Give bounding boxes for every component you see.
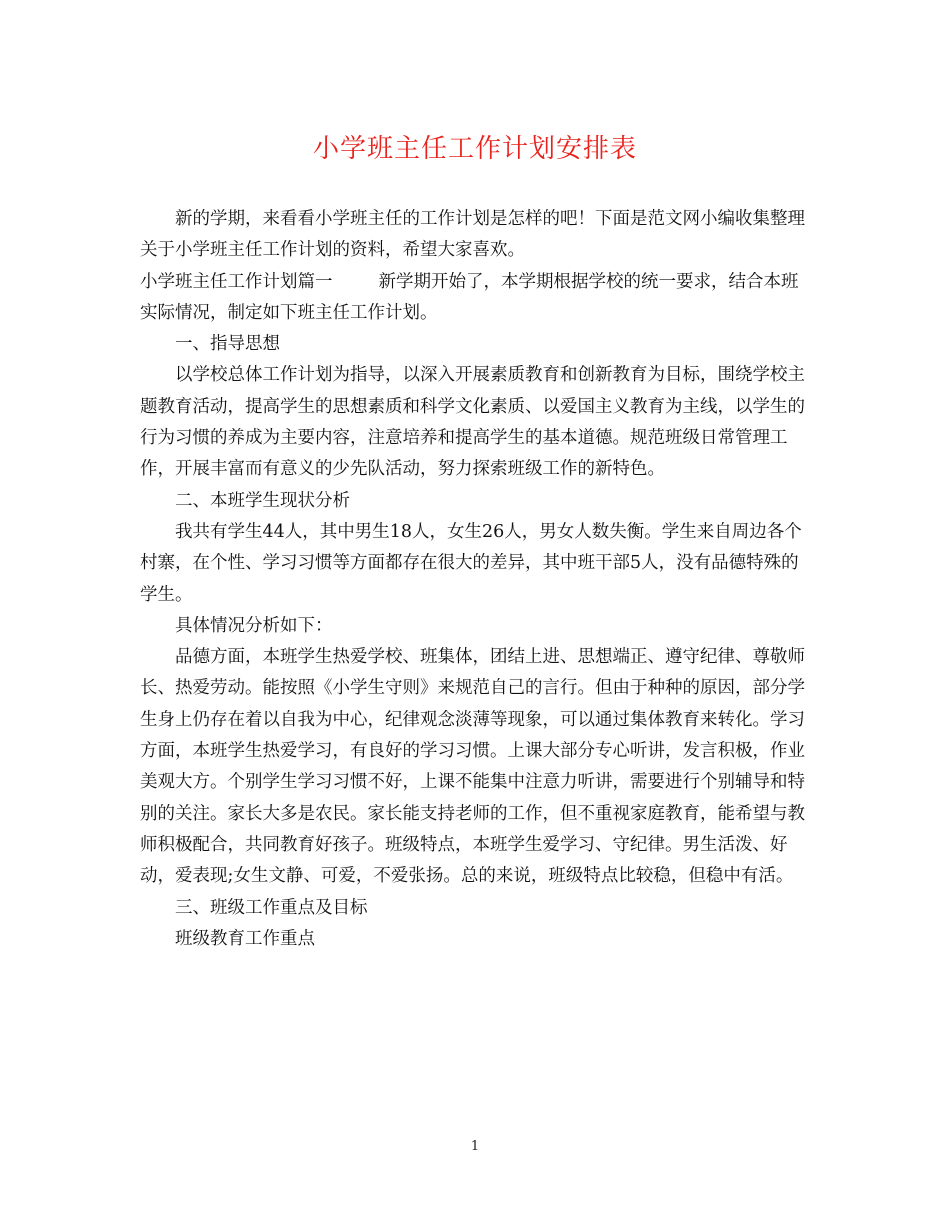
section2-heading: 二、本班学生现状分析	[175, 490, 350, 511]
plan-paragraph	[140, 267, 810, 330]
section3-subheading: 班级教育工作重点	[175, 928, 315, 949]
analysis-body: 品德方面，本班学生热爱学校、班集体，团结上进、思想端正、遵守纪律、尊敬师长、热爱劳动。能按照《小学生守则》来规范自己的言行。但由于种种的原因，部分学生身上仍存在着以自我为中心，纪律观念淡薄等现象，可以通过集体教育来转化。学习方面，本班学生热爱学习，有良好的学习习惯。上课大部分专心听讲，发言积极，作业美观大方。个别学生学习习惯不好，上课不能集中注意力听讲，需要进行个别辅导和特别的关注。家长大多是农民。家长能支持老师的工作，但不重视家庭教育，能希望与教师积极配合，共同教育好孩子。班级特点，本班学生爱学习、守纪律。男生活泼、好动，爱表现;女生文静、可爱，不爱张扬。总的来说，班级特点比较稳，但稳中有活。	[140, 647, 805, 887]
section1-heading: 一、指导思想	[175, 334, 280, 355]
section1-body: 以学校总体工作计划为指导，以深入开展素质教育和创新教育为目标，围绕学校主题教育活动，提高学生的思想素质和科学文化素质、以爱国主义教育为主线，以学生的行为习惯的养成为主要内容，注意培养和提高学生的基本道德。规范班级日常管理工作，开展丰富而有意义的少先队活动，努力探索班级工作的新特色。	[140, 365, 805, 480]
analysis-heading: 具体情况分析如下：	[175, 615, 333, 636]
intro-paragraph: 新的学期，来看看小学班主任的工作计划是怎样的吧！下面是范文网小编收集整理关于小学班主任工作计划的资料，希望大家喜欢。	[140, 209, 805, 261]
plan-label: 小学班主任工作计划篇一	[140, 271, 333, 292]
section3-heading: 三、班级工作重点及目标	[175, 897, 368, 918]
section2-body: 我共有学生44人，其中男生18人，女生26人，男女人数失衡。学生来自周边各个村寨，在个性、学习习惯等方面都存在很大的差异，其中班干部5人，没有品德特殊的学生。	[140, 521, 802, 605]
document-title: 小学班主任工作计划安排表	[312, 134, 637, 164]
page-number: 1	[470, 1139, 480, 1154]
document-body	[140, 204, 810, 955]
plan-intro: 新学期开始了，本学期根据学校的统一要求，结合本班实际情况，制定如下班主任工作计划。	[140, 271, 799, 323]
